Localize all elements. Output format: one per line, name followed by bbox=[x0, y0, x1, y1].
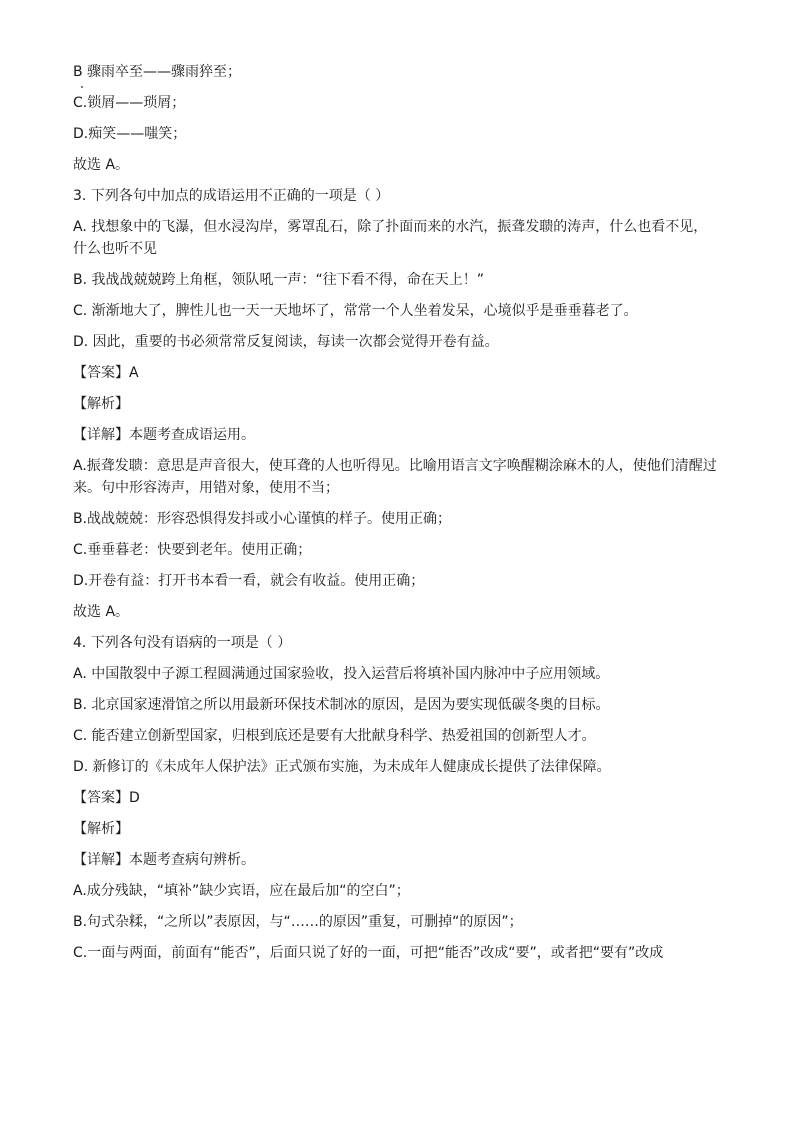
text-line: B.句式杂糅，“之所以”表原因，与“……的原因”重复，可删掉“的原因”； bbox=[73, 914, 523, 930]
text-line: C.垂垂暮老：快要到老年。使用正确； bbox=[73, 542, 312, 558]
question-3-stem: 3. 下列各句中加点的成语运用不正确的一项是（ ） bbox=[73, 188, 390, 204]
text-line: A.成分残缺，“填补”缺少宾语，应在最后加“的空白”； bbox=[73, 883, 410, 899]
text-line: B 骤雨卒至——骤雨猝至； bbox=[73, 64, 242, 80]
question-4-stem: 4. 下列各句没有语病的一项是（ ） bbox=[73, 635, 292, 651]
text-line: 故选 A。 bbox=[73, 604, 130, 620]
detail-line: 【详解】本题考查病句辨析。 bbox=[73, 852, 255, 868]
text-line: D.痴笑——嗤笑； bbox=[73, 126, 187, 142]
question-3-option-b: B. 我战战兢兢跨上角框，领队吼一声：“往下看不得，命在天上！” bbox=[73, 272, 485, 288]
text-line: C.一面与两面，前面有“能否”，后面只说了好的一面，可把“能否”改成“要”，或者把“要有”改成 bbox=[73, 945, 664, 961]
answer-label: 【答案】A bbox=[73, 365, 139, 381]
question-4-option-b: B. 北京国家速滑馆之所以用最新环保技术制冰的原因，是因为要实现低碳冬奥的目标。 bbox=[73, 697, 610, 713]
question-4-option-d: D. 新修订的《未成年人保护法》正式颁布实施，为未成年人健康成长提供了法律保障。 bbox=[73, 759, 611, 775]
answer-label: 【答案】D bbox=[73, 790, 140, 806]
question-3-option-a: A. 找想象中的飞瀑，但水浸沟岸，雾罩乱石，除了扑面而来的水汽，振聋发聩的涛声，什么也看不见， bbox=[73, 219, 708, 235]
text-line: D.开卷有益：打开书本看一看，就会有收益。使用正确； bbox=[73, 573, 425, 589]
question-4-option-a: A. 中国散裂中子源工程圆满通过国家验收，投入运营后将填补国内脉冲中子应用领域。 bbox=[73, 666, 610, 682]
text-line: C.锁屑——琐屑； bbox=[73, 95, 186, 111]
question-4-option-c: C. 能否建立创新型国家，归根到底还是要有大批献身科学、热爱祖国的创新型人才。 bbox=[73, 728, 596, 744]
text-line: A.振聋发聩：意思是声音很大，使耳聋的人也听得见。比喻用语言文字唤醒糊涂麻木的人，使他们清醒过 bbox=[73, 458, 717, 474]
text-line: 来。句中形容涛声，用错对象，使用不当； bbox=[73, 480, 339, 496]
text-line: B.战战兢兢：形容恐惧得发抖或小心谨慎的样子。使用正确； bbox=[73, 511, 452, 527]
document-page bbox=[73, 62, 733, 974]
text-line: 故选 A。 bbox=[73, 157, 130, 173]
detail-line: 【详解】本题考查成语运用。 bbox=[73, 427, 255, 443]
analysis-label: 【解析】 bbox=[73, 396, 129, 412]
question-3-option-d: D. 因此，重要的书必须常常反复阅读，每读一次都会觉得开卷有益。 bbox=[73, 334, 499, 350]
question-3-option-c: C. 渐渐地大了，脾性儿也一天一天地坏了，常常一个人坐着发呆，心境似乎是垂垂暮老了。 bbox=[73, 303, 638, 319]
analysis-label: 【解析】 bbox=[73, 821, 129, 837]
question-3-option-a-cont: 什么也听不见 bbox=[73, 241, 157, 257]
